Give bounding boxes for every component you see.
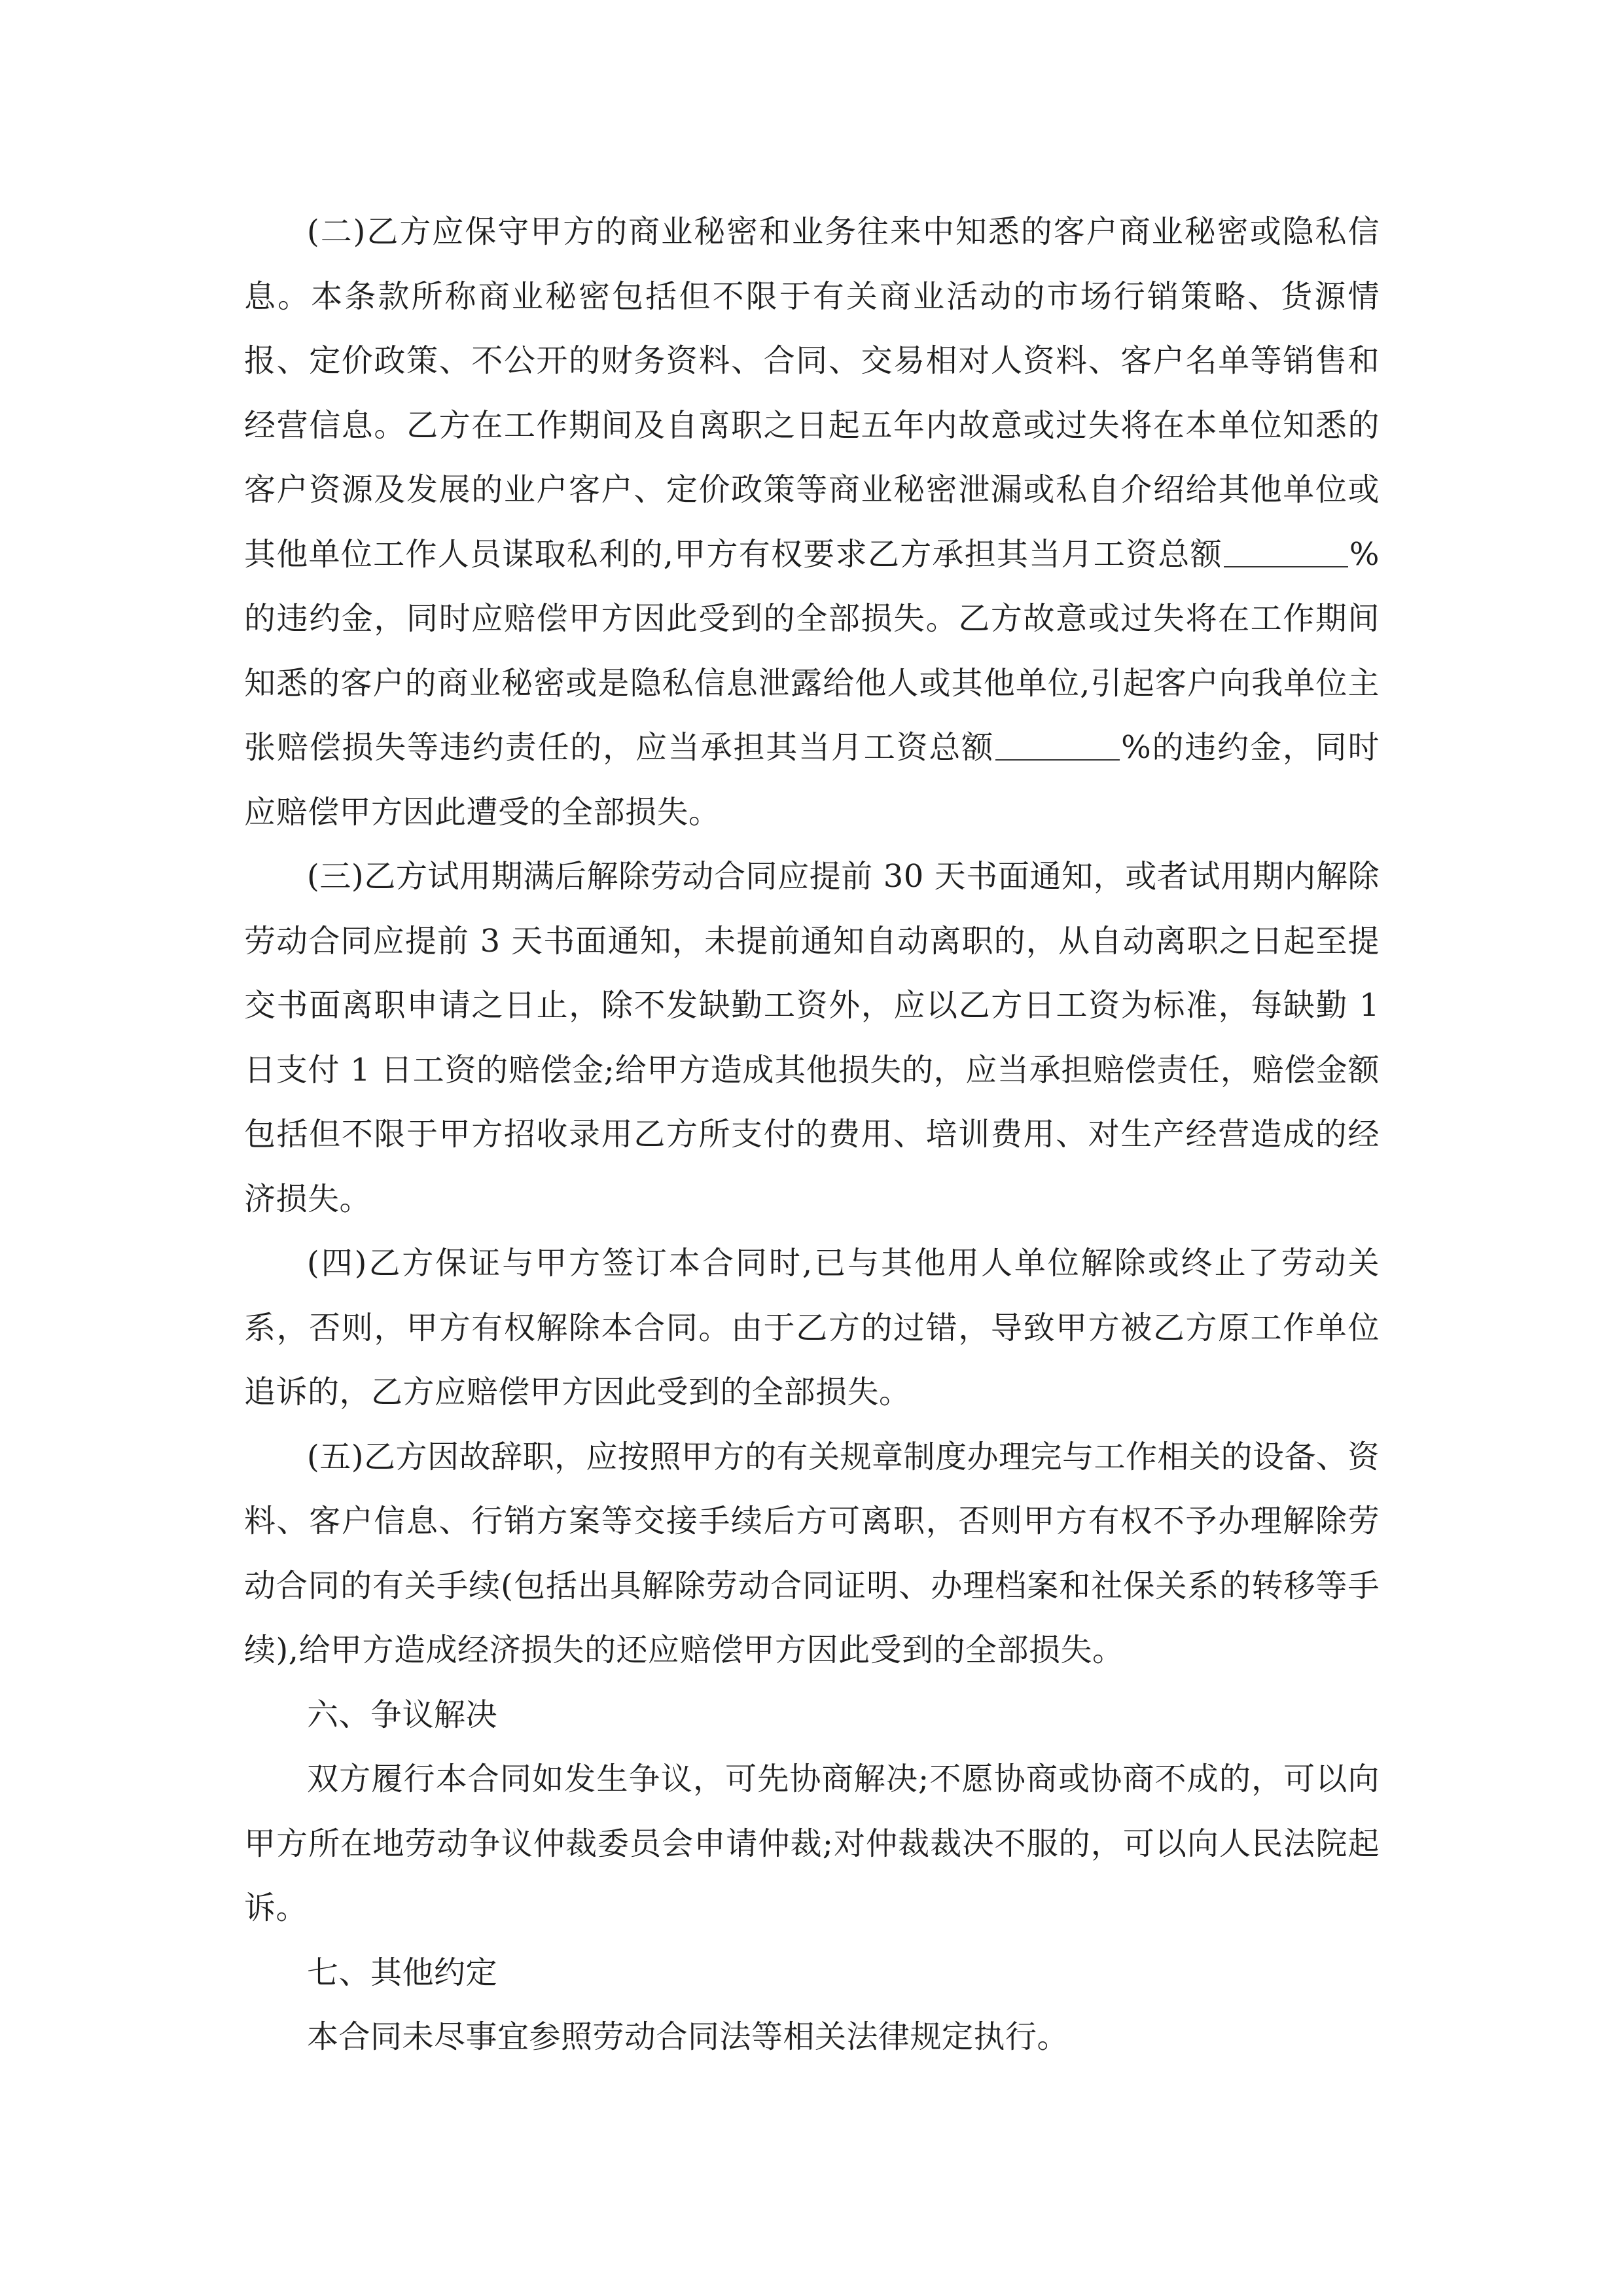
section-7-heading: 七、其他约定 bbox=[307, 1954, 498, 1991]
clause-2-paragraph bbox=[244, 200, 1380, 844]
clause-4-paragraph: (四)乙方保证与甲方签订本合同时,已与其他用人单位解除或终止了劳动关系，否则，甲方有权解除本合同。由于乙方的过错，导致甲方被乙方原工作单位追诉的，乙方应赔偿甲方因此受到的全部损失。 bbox=[244, 1245, 1380, 1410]
section-6-heading: 六、争议解决 bbox=[307, 1696, 498, 1733]
section-7-body: 本合同未尽事宜参照劳动合同法等相关法律规定执行。 bbox=[307, 2018, 1069, 2055]
clause-2-text-part1: (二)乙方应保守甲方的商业秘密和业务往来中知悉的客户商业秘密或隐私信息。本条款所称商业秘密包括但不限于有关商业活动的市场行销策略、货源情报、定价政策、不公开的财务资料、合同、交易相对人资料、客户名单等销售和经营信息。乙方在工作期间及自离职之日起五年内故意或过失将在本单位知悉的客户资源及发展的业户客户、定价政策等商业秘密泄漏或私自介绍给其他单位或其他单位工作人员谋取私利的,甲方有权要求乙方承担其当月工资总额 bbox=[244, 213, 1380, 573]
clause-5-paragraph: (五)乙方因故辞职，应按照甲方的有关规章制度办理完与工作相关的设备、资料、客户信息、行销方案等交接手续后方可离职，否则甲方有权不予办理解除劳动合同的有关手续(包括出具解除劳动合同证明、办理档案和社保关系的转移等手续),给甲方造成经济损失的还应赔偿甲方因此受到的全部损失。 bbox=[244, 1438, 1380, 1668]
section-6-body: 双方履行本合同如发生争议，可先协商解决;不愿协商或协商不成的，可以向甲方所在地劳动争议仲裁委员会申请仲裁;对仲裁裁决不服的，可以向人民法院起诉。 bbox=[244, 1761, 1380, 1926]
penalty-percent-blank-2 bbox=[995, 733, 1120, 761]
penalty-percent-blank-1 bbox=[1224, 540, 1348, 567]
clause-2-text-part3: %的违约金，同时应赔偿甲方因此遭受的全部损失。 bbox=[244, 729, 1380, 831]
clause-3-paragraph: (三)乙方试用期满后解除劳动合同应提前 30 天书面通知，或者试用期内解除劳动合同应提前 3 天书面通知，未提前通知自动离职的，从自动离职之日起至提交书面离职申请之日止，除不发缺勤工资外，应以乙方日工资为标准，每缺勤 1 日支付 1 日工资的赔偿金;给甲方造成其他损失的，应当承担赔偿责任，赔偿金额包括但不限于甲方招收录用乙方所支付的费用、培训费用、对生产经营造成的经济损失。 bbox=[244, 858, 1380, 1217]
clause-2-text-part2: %的违约金，同时应赔偿甲方因此受到的全部损失。乙方故意或过失将在工作期间知悉的客户的商业秘密或是隐私信息泄露给他人或其他单位,引起客户向我单位主张赔偿损失等违约责任的，应当承担其当月工资总额 bbox=[244, 535, 1380, 766]
document-body bbox=[244, 200, 1380, 2070]
